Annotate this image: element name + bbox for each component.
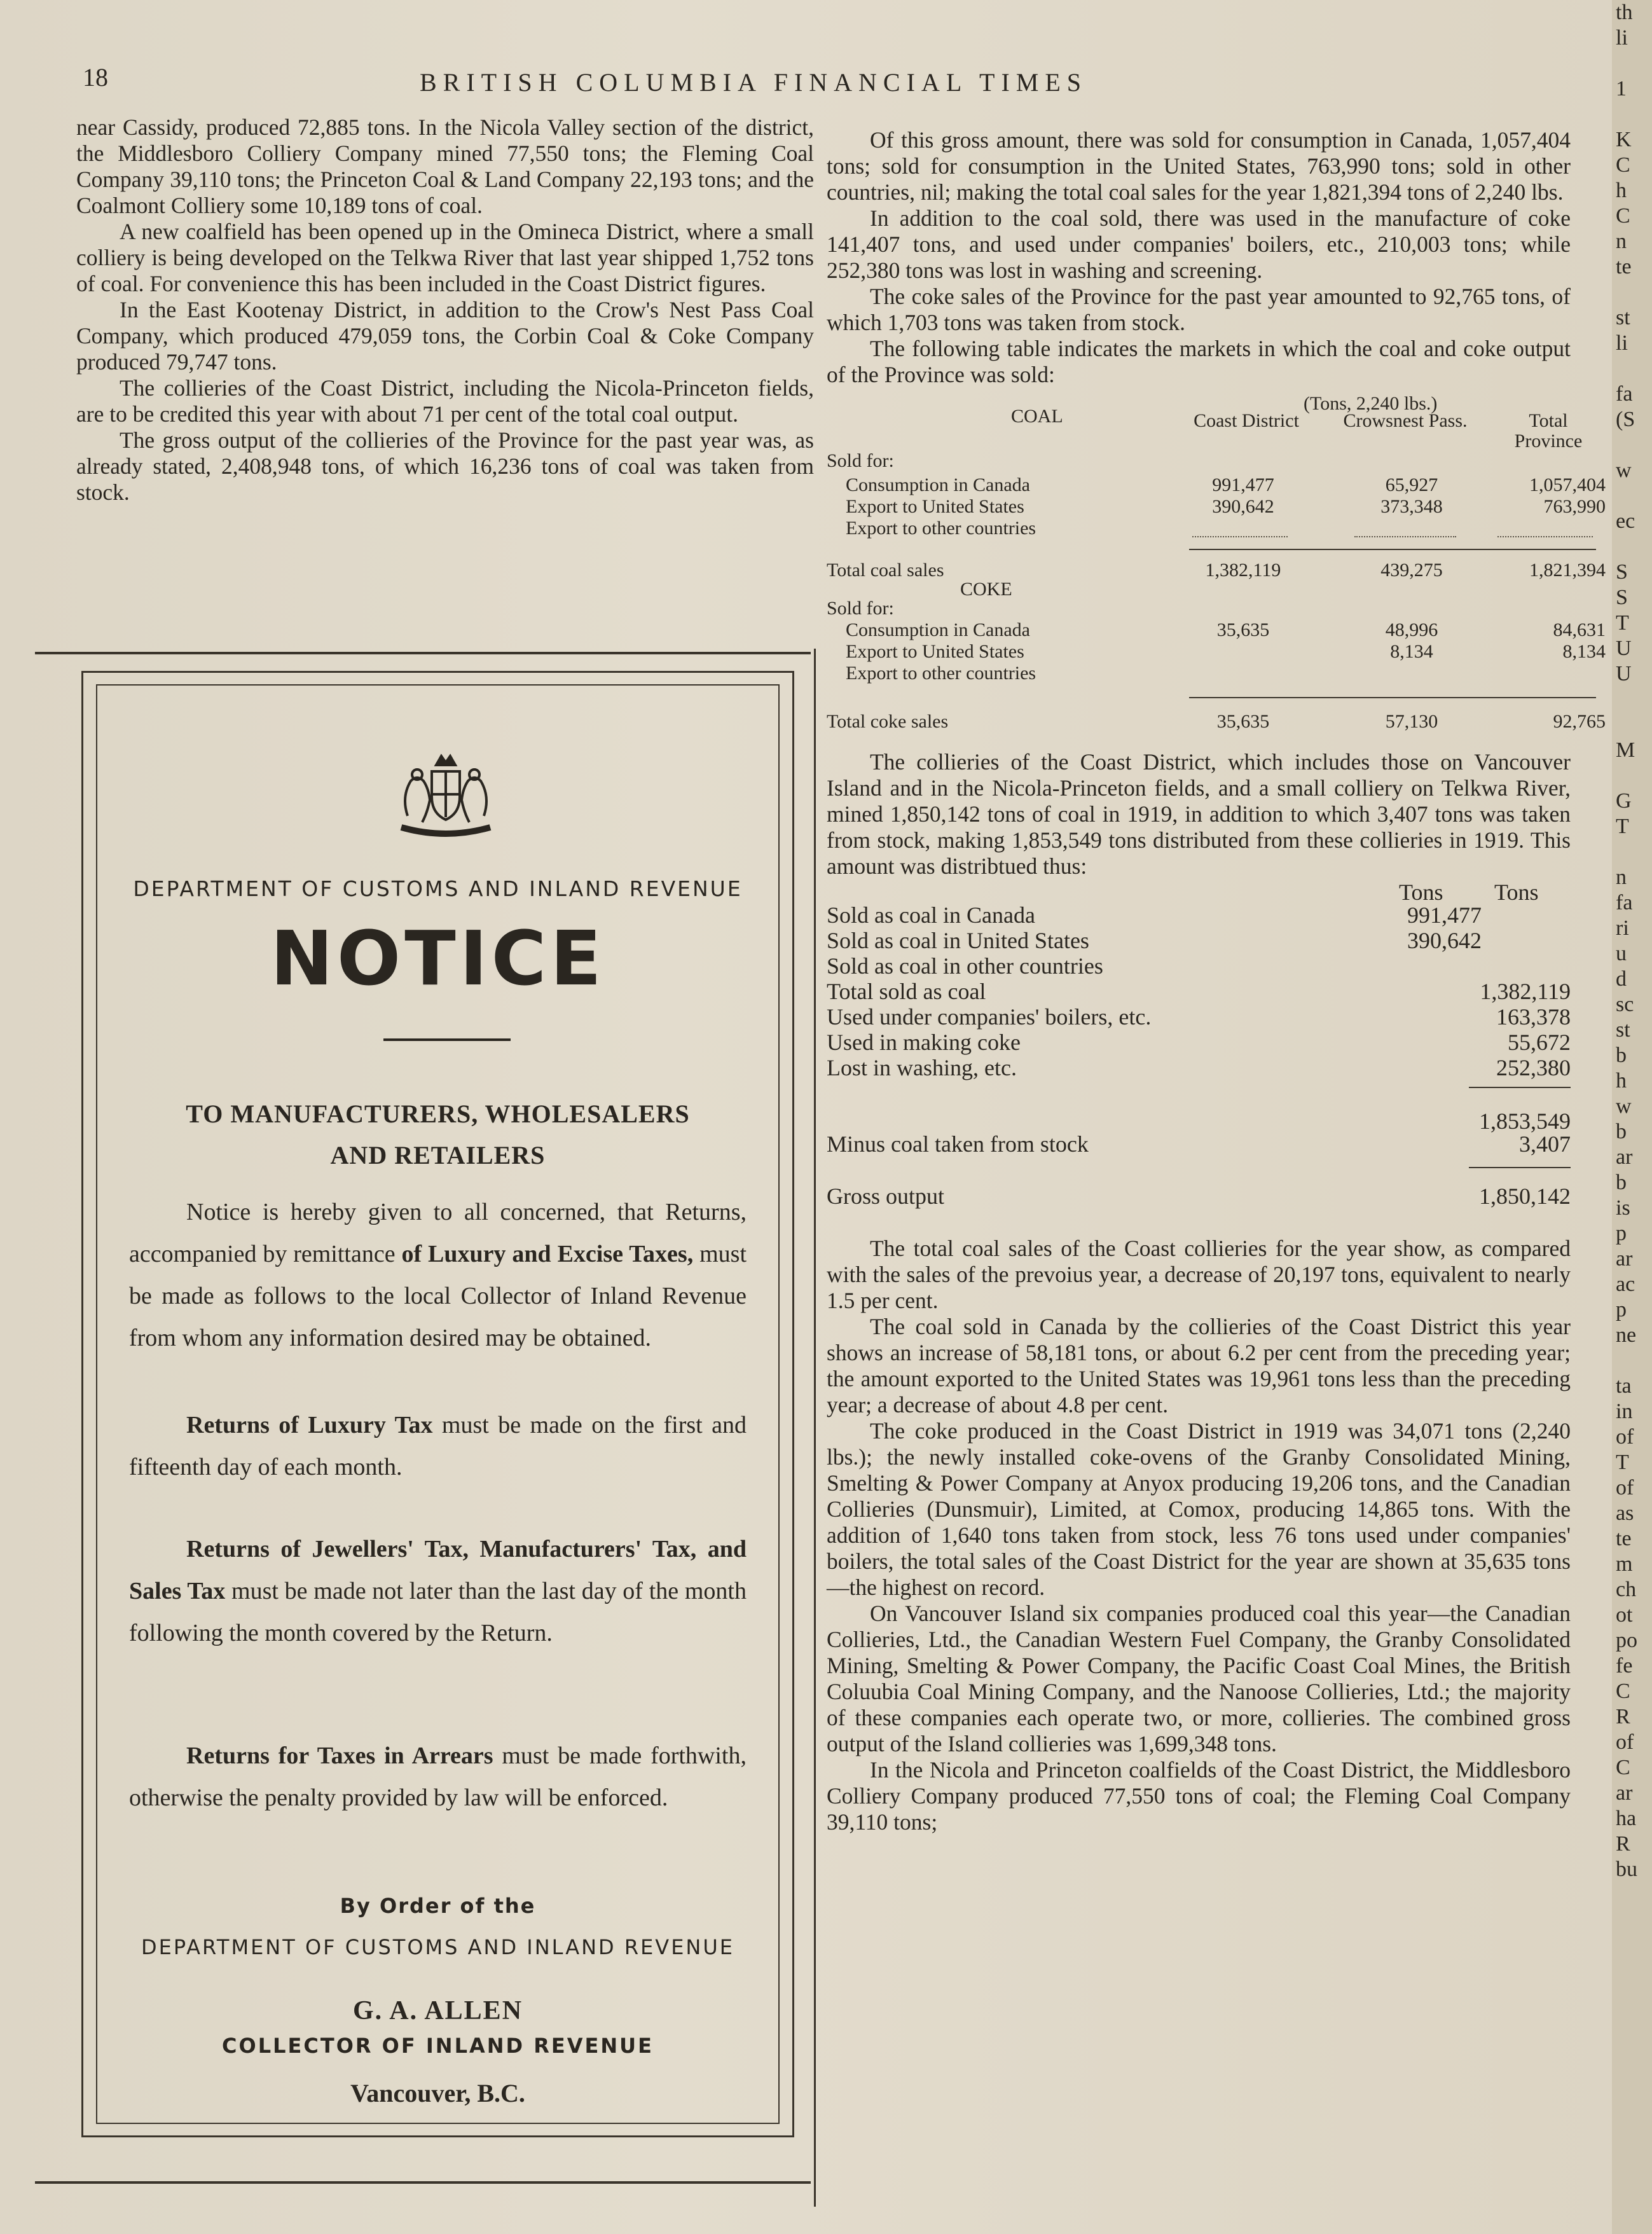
edge-fragment: ch [1616,1578,1637,1601]
cell: 92,765 [1553,711,1606,732]
table-row [827,641,1606,663]
edge-fragment: ar [1616,1781,1633,1805]
row-label: Consumption in Canada [846,619,1030,640]
table-coke-heading: COKE [960,579,1012,600]
edge-fragment: U [1616,662,1632,686]
edge-fragment: ot [1616,1603,1633,1627]
running-head: BRITISH COLUMBIA FINANCIAL TIMES [420,68,1088,97]
cell: 390,642 [1212,496,1274,517]
notice-text: Notice is hereby given to all concerned, that Returns, accompanied by remittance [129,1199,747,1267]
edge-fragment: li [1616,26,1628,50]
row-label: Export to other countries [846,518,1036,539]
edge-fragment: h [1616,1069,1627,1093]
paragraph: The collieries of the Coast District, which includes those on Vancouver Island and in the Nicola-Princeton fields, and a small colliery on Telkwa River, mined 1,850,142 tons of coal in 1919, in addition to which 3,407 tons was taken from stock, making 1,853,549 tons distributed from these collieries in 1919. This amount was distribtued thus: [827,749,1571,879]
edge-fragment: C [1616,1679,1630,1703]
edge-fragment: ar [1616,1247,1633,1271]
table-row [827,1131,1571,1158]
notice-advertisement [81,671,794,2137]
edge-fragment: T [1616,1451,1629,1474]
edge-fragment [1616,280,1652,305]
cell: 55,672 [1508,1030,1571,1055]
edge-fragment [1616,839,1652,865]
edge-fragment: fe [1616,1654,1633,1678]
cell: 57,130 [1385,711,1438,732]
edge-fragment: w [1616,459,1632,482]
edge-fragment [1616,356,1652,382]
col-header-coast-district: Coast District [1194,410,1299,431]
edge-fragment: G [1616,789,1632,813]
edge-fragment [1616,1348,1652,1374]
row-label: Total coke sales [827,711,949,732]
distribution-table [827,879,1571,1236]
edge-fragment: ac [1616,1272,1635,1296]
edge-fragment: R [1616,1705,1630,1728]
notice-signer: G. A. ALLEN [352,1996,523,2025]
table-rule [1189,549,1596,550]
edge-fragment: h [1616,179,1627,202]
edge-fragment [1616,432,1652,458]
notice-by-order: By Order of the [340,1894,536,1918]
table-rule [1469,1167,1571,1168]
edge-fragment [1616,102,1652,127]
edge-fragment: te [1616,255,1632,279]
cell: 1,382,119 [1205,560,1281,581]
cell: 1,850,142 [1479,1183,1571,1209]
table-row [827,663,1571,684]
cell: 65,927 [1385,474,1438,495]
facing-page-edge [1612,0,1652,2234]
edge-fragment: (S [1616,408,1635,431]
edge-fragment: in [1616,1400,1633,1423]
paragraph: The total coal sales of the Coast collieries for the year show, as compared with the sales of the prevoius year, a decrease of 20,197 tons, equivalent to nearly 1.5 per cent. [827,1236,1571,1313]
table-row [827,1004,1571,1031]
table-total-row [827,1183,1571,1210]
notice-title: NOTICE [270,914,605,1002]
row-label: Gross output [827,1183,945,1209]
column-gutter-rule [814,649,816,2207]
edge-fragment: th [1616,1,1633,24]
cell: 8,134 [1390,641,1433,662]
edge-fragment: st [1616,1018,1630,1042]
edge-fragment: as [1616,1501,1634,1525]
edge-fragment: is [1616,1196,1630,1220]
page-header [83,62,1577,100]
edge-fragment: T [1616,815,1629,838]
notice-department: DEPARTMENT OF CUSTOMS AND INLAND REVENUE [133,876,743,901]
table-row [827,979,1571,1005]
paragraph: The coke sales of the Province for the past year amounted to 92,765 tons, of which 1,703 tons was taken from stock. [827,284,1571,335]
row-label: Used under companies' boilers, etc. [827,1004,1152,1030]
edge-fragment: p [1616,1298,1627,1321]
edge-fragment: T [1616,611,1629,635]
table-row [827,496,1606,518]
edge-fragment: ec [1616,509,1635,533]
edge-fragment: fa [1616,382,1633,406]
table-row [827,619,1606,641]
cell: 35,635 [1216,619,1270,640]
cell: 163,378 [1496,1004,1571,1030]
table-units: (Tons, 2,240 lbs.) [1304,393,1438,414]
bottom-left-rule [35,2181,811,2184]
edge-fragment: b [1616,1171,1627,1194]
table-row [827,1030,1571,1056]
notice-inner-border [96,684,780,2124]
row-label: Export to United States [846,641,1024,662]
edge-fragment: U [1616,637,1632,660]
edge-fragment: po [1616,1629,1637,1652]
edge-fragment: R [1616,1832,1630,1856]
edge-fragment: ne [1616,1323,1637,1347]
notice-place: Vancouver, B.C. [350,2079,525,2107]
table-row [827,902,1571,929]
notice-bold-text: Returns for Taxes in Arrears [186,1742,493,1769]
row-label: Minus coal taken from stock [827,1131,1089,1157]
col-header: Tons [1399,879,1443,905]
page-number: 18 [83,63,108,92]
notice-bold-text: of Luxury and Excise Taxes, [401,1241,694,1267]
row-label: Total sold as coal [827,979,986,1004]
col-header-crowsnest-pass: Crowsnest Pass. [1343,410,1468,431]
cell: 3,407 [1519,1131,1571,1157]
paragraph: The gross output of the collieries of the Province for the past year was, as already stated, 2,408,948 tons, of which 16,236 tons of coal was taken from stock. [76,427,814,505]
row-label: Export to other countries [846,663,1036,684]
row-label: Used in making coke [827,1030,1021,1055]
notice-bold-text: Returns of Luxury Tax [186,1412,433,1438]
edge-fragment: n [1616,865,1627,889]
right-column [827,127,1606,1835]
notice-text: must be made on the first and fifteenth day of each month. [129,1412,747,1480]
paragraph: The coal sold in Canada by the collieries of the Coast District this year shows an increase of 58,181 tons, or about 6.2 per cent from the preceding year; the amount exported to the United States was 19,961 tons less than the preceding year; a decrease of about 4.8 per cent. [827,1314,1571,1417]
notice-subtitle: AND RETAILERS [330,1141,546,1169]
cell: 991,477 [1212,474,1274,495]
notice-text: must be made forthwith, otherwise the penalty provided by law will be enforced. [129,1742,747,1811]
cell: 252,380 [1496,1055,1571,1080]
edge-fragment [1616,51,1652,76]
row-label: Consumption in Canada [846,474,1030,495]
leader-dots [1354,536,1456,537]
notice-separator-rule [383,1038,511,1041]
notice-paragraph [129,1404,747,1488]
cell: 1,853,549 [1479,1108,1571,1134]
edge-fragment: bu [1616,1858,1637,1881]
notice-subtitle: TO MANUFACTURERS, WHOLESALERS [186,1100,690,1128]
table-sold-for: Sold for: [827,598,894,619]
table-total-row [827,711,1606,733]
row-label: Sold as coal in Canada [827,902,1035,928]
table-row [827,928,1571,955]
edge-fragment: n [1616,230,1627,253]
edge-fragment: C [1616,153,1630,177]
edge-fragment: w [1616,1094,1632,1118]
table-total-row [827,560,1606,581]
leader-dots [1192,536,1288,537]
edge-fragment: ar [1616,1145,1633,1169]
edge-fragment: of [1616,1425,1634,1449]
cell: 35,635 [1216,711,1270,732]
edge-fragment [1616,712,1652,738]
edge-fragment: of [1616,1476,1634,1500]
col-header: Tons [1494,879,1539,905]
edge-fragment: b [1616,1044,1627,1067]
royal-coat-of-arms-icon [382,746,509,848]
notice-paragraph [129,1528,747,1654]
row-label: Sold as coal in United States [827,928,1089,953]
paragraph: Of this gross amount, there was sold for consumption in Canada, 1,057,404 tons; sold for consumption in the United States, 763,990 tons; sold in other countries, nil; making the total coal sales for the year 1,821,394 tons of 2,240 lbs. [827,127,1571,205]
edge-fragment: 1 [1616,77,1627,100]
table-coal-heading: COAL [1011,406,1063,427]
edge-fragment: C [1616,204,1630,228]
left-column [76,114,814,506]
edge-fragment: b [1616,1120,1627,1143]
table-rule [1189,697,1596,698]
paragraph: near Cassidy, produced 72,885 tons. In the Nicola Valley section of the district, the Middlesboro Colliery Company mined 77,550 tons; the Fleming Coal Company 39,110 tons; the Princeton Coal & Land Company 22,193 tons; and the Coalmont Colliery some 10,189 tons of coal. [76,114,814,218]
notice-text: must be made not later than the last day of the month following the month covered by the Return. [129,1578,747,1646]
edge-fragment: p [1616,1222,1627,1245]
edge-fragment: of [1616,1730,1634,1754]
table-sold-for: Sold for: [827,450,894,471]
cell: 48,996 [1385,619,1438,640]
edge-fragment: K [1616,128,1632,151]
edge-fragment: ri [1616,916,1629,940]
markets-table [827,393,1606,749]
notice-paragraph [129,1735,747,1819]
col-header-total-province: Total Province [1514,410,1583,452]
edge-fragment: ha [1616,1807,1637,1830]
notice-bold-text: Returns of Jewellers' Tax, Manufacturers' Tax, and Sales Tax [129,1536,747,1604]
table-rule [1469,1087,1571,1088]
edge-fragment: S [1616,560,1628,584]
paragraph: A new coalfield has been opened up in the Omineca District, where a small colliery is being developed on the Telkwa River that last year shipped 1,752 tons of coal. For convenience this has been included in the Coast District figures. [76,219,814,296]
cell: 991,477 [1407,902,1482,928]
table-row [827,474,1606,496]
cell: 1,382,119 [1480,979,1571,1004]
cell: 373,348 [1380,496,1443,517]
notice-signer-title: COLLECTOR OF INLAND REVENUE [222,2034,654,2058]
paragraph: In addition to the coal sold, there was used in the manufacture of coke 141,407 tons, and used under companies' boilers, etc., 210,003 tons; while 252,380 tons was lost in washing and screening. [827,205,1571,283]
cell: 1,057,404 [1529,474,1606,495]
edge-fragment [1616,763,1652,789]
cell: 439,275 [1380,560,1443,581]
edge-fragment: C [1616,1756,1630,1779]
paragraph: The following table indicates the markets in which the coal and coke output of the Province was sold: [827,336,1571,387]
edge-fragment: S [1616,586,1628,609]
cell: 390,642 [1407,928,1482,953]
cell: 84,631 [1553,619,1606,640]
edge-fragment: m [1616,1552,1633,1576]
row-label: Lost in washing, etc. [827,1055,1017,1080]
paragraph: In the East Kootenay District, in addition to the Crow's Nest Pass Coal Company, which produced 479,059 tons, the Corbin Coal & Coke Company produced 79,747 tons. [76,297,814,375]
edge-fragment: sc [1616,993,1634,1016]
edge-fragment: li [1616,331,1628,355]
edge-fragment [1616,483,1652,509]
leader-dots [1497,536,1593,537]
edge-fragment: fa [1616,891,1633,914]
edge-fragment: M [1616,738,1635,762]
edge-fragment: d [1616,967,1627,991]
paragraph: The coke produced in the Coast District in 1919 was 34,071 tons (2,240 lbs.); the newly installed coke-ovens of the Granby Consolidated Mining, Smelting & Power Company at Anyox producing 19,206 tons, and the Canadian Collieries (Dunsmuir), Limited, at Comox, producing 14,865 tons. With the addition of 1,640 tons taken from stock, less 76 tons used under companies' boilers, the total sales of the Coast District for the year are shown at 35,635 tons —the highest on record. [827,1418,1571,1600]
table-row [827,953,1571,980]
edge-fragment: st [1616,306,1630,329]
cell: 1,821,394 [1529,560,1606,581]
left-column-divider-rule [35,652,811,654]
paragraph: On Vancouver Island six companies produced coal this year—the Canadian Collieries, Ltd., the Canadian Western Fuel Company, the Granby Consolidated Mining, Smelting & Power Company, the Pacific Coast Coal Mines, the British Coluubia Coal Mining Company, and the Nanoose Collieries, Ltd.; the majority of these companies each operate two, or more, collieries. The combined gross output of the Island collieries was 1,699,348 tons. [827,1601,1571,1756]
paragraph: In the Nicola and Princeton coalfields of the Coast District, the Middlesboro Colliery Company produced 77,550 tons of coal; the Fleming Coal Company 39,110 tons; [827,1757,1571,1835]
notice-paragraph [129,1191,747,1359]
paragraph: The collieries of the Coast District, including the Nicola-Princeton fields, are to be credited this year with about 71 per cent of the total coal output. [76,375,814,427]
edge-fragment [1616,534,1652,560]
cell: 8,134 [1562,641,1606,662]
notice-text: must be made as follows to the local Collector of Inland Revenue from whom any information desired may be obtained. [129,1241,747,1351]
cell: 763,990 [1543,496,1606,517]
row-label: Sold as coal in other countries [827,953,1103,979]
row-label: Total coal sales [827,560,944,581]
edge-fragment: te [1616,1527,1632,1550]
table-row [827,1055,1571,1082]
edge-fragment: u [1616,942,1627,965]
notice-department-repeat: DEPARTMENT OF CUSTOMS AND INLAND REVENUE [141,1935,734,1959]
edge-fragment: ta [1616,1374,1632,1398]
edge-fragment [1616,687,1652,712]
row-label: Export to United States [846,496,1024,517]
